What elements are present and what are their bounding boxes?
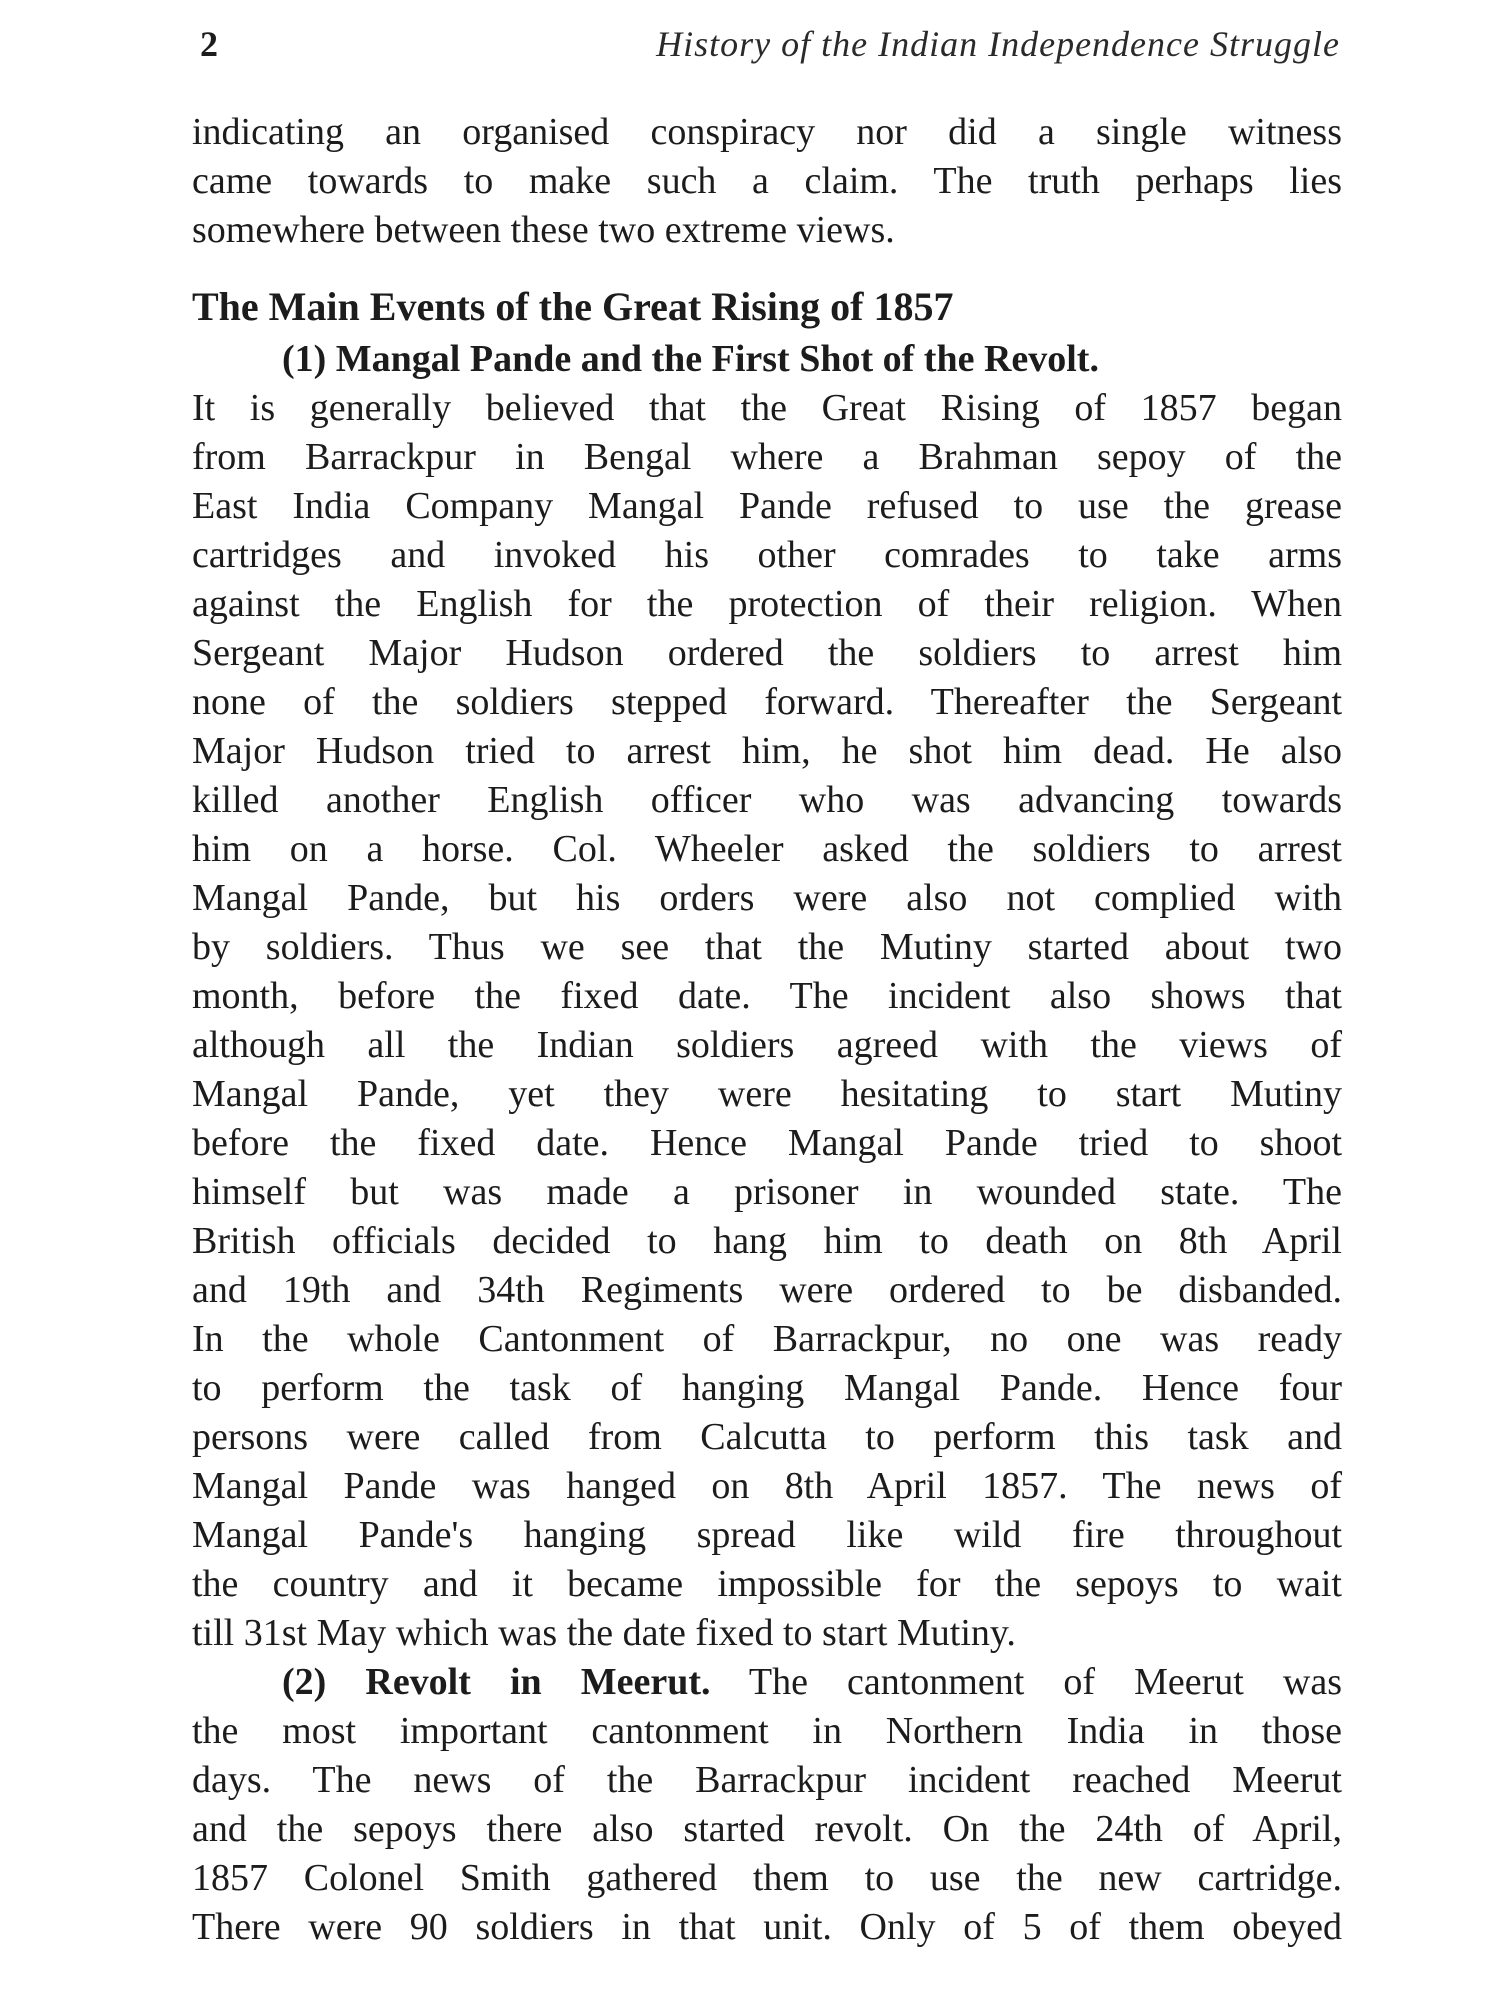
text-line: In the whole Cantonment of Barrackpur, no one was ready	[192, 1318, 1342, 1360]
text-line: Mangal Pande was hanged on 8th April 1857. The news of	[192, 1465, 1342, 1507]
text-line: 1857 Colonel Smith gathered them to use the new cartridge.	[192, 1857, 1342, 1899]
text-line: Major Hudson tried to arrest him, he shot him dead. He also	[192, 730, 1342, 772]
text-line: East India Company Mangal Pande refused to use the grease	[192, 485, 1342, 527]
body-text	[192, 108, 1342, 1952]
text-line: although all the Indian soldiers agreed with the views of	[192, 1024, 1342, 1066]
text-line: Mangal Pande, but his orders were also not complied with	[192, 877, 1342, 919]
text-line: persons were called from Calcutta to perform this task and	[192, 1416, 1342, 1458]
text-line: cartridges and invoked his other comrades to take arms	[192, 534, 1342, 576]
text-line: days. The news of the Barrackpur incident reached Meerut	[192, 1759, 1342, 1801]
text-line: There were 90 soldiers in that unit. Only of 5 of them obeyed	[192, 1906, 1342, 1948]
text-line: indicating an organised conspiracy nor did a single witness	[192, 111, 1342, 153]
text-line: Mangal Pande's hanging spread like wild fire throughout	[192, 1514, 1342, 1556]
text-line: by soldiers. Thus we see that the Mutiny started about two	[192, 926, 1342, 968]
running-header-title: History of the Indian Independence Struggle	[656, 24, 1340, 64]
subsection-heading: (1) Mangal Pande and the First Shot of the Revolt.	[282, 338, 1099, 380]
text-line: from Barrackpur in Bengal where a Brahman sepoy of the	[192, 436, 1342, 478]
text-line: Mangal Pande, yet they were hesitating to start Mutiny	[192, 1073, 1342, 1115]
page-number: 2	[200, 24, 218, 64]
text-line: British officials decided to hang him to death on 8th April	[192, 1220, 1342, 1262]
text-line: the country and it became impossible for the sepoys to wait	[192, 1563, 1342, 1605]
text-line: somewhere between these two extreme views.	[192, 209, 895, 251]
subsection-heading: (2) Revolt in Meerut.	[282, 1661, 711, 1703]
subsection-first-line-text: The cantonment of Meerut was	[748, 1661, 1342, 1703]
text-line: It is generally believed that the Great Rising of 1857 began	[192, 387, 1342, 429]
text-line: killed another English officer who was advancing towards	[192, 779, 1342, 821]
text-line: and 19th and 34th Regiments were ordered to be disbanded.	[192, 1269, 1342, 1311]
text-line: month, before the fixed date. The incident also shows that	[192, 975, 1342, 1017]
text-line: him on a horse. Col. Wheeler asked the soldiers to arrest	[192, 828, 1342, 870]
text-line: none of the soldiers stepped forward. Thereafter the Sergeant	[192, 681, 1342, 723]
text-line: to perform the task of hanging Mangal Pande. Hence four	[192, 1367, 1342, 1409]
text-line: till 31st May which was the date fixed to start Mutiny.	[192, 1612, 1016, 1654]
text-line: Sergeant Major Hudson ordered the soldiers to arrest him	[192, 632, 1342, 674]
text-line: against the English for the protection of their religion. When	[192, 583, 1342, 625]
text-line: came towards to make such a claim. The truth perhaps lies	[192, 160, 1342, 202]
subsection-first-line	[192, 1658, 1342, 1707]
text-line: and the sepoys there also started revolt. On the 24th of April,	[192, 1808, 1342, 1850]
text-line: the most important cantonment in Northern India in those	[192, 1710, 1342, 1752]
text-line: before the fixed date. Hence Mangal Pande tried to shoot	[192, 1122, 1342, 1164]
text-line: himself but was made a prisoner in wounded state. The	[192, 1171, 1342, 1213]
running-header	[200, 14, 1340, 74]
section-heading: The Main Events of the Great Rising of 1857	[192, 284, 954, 329]
